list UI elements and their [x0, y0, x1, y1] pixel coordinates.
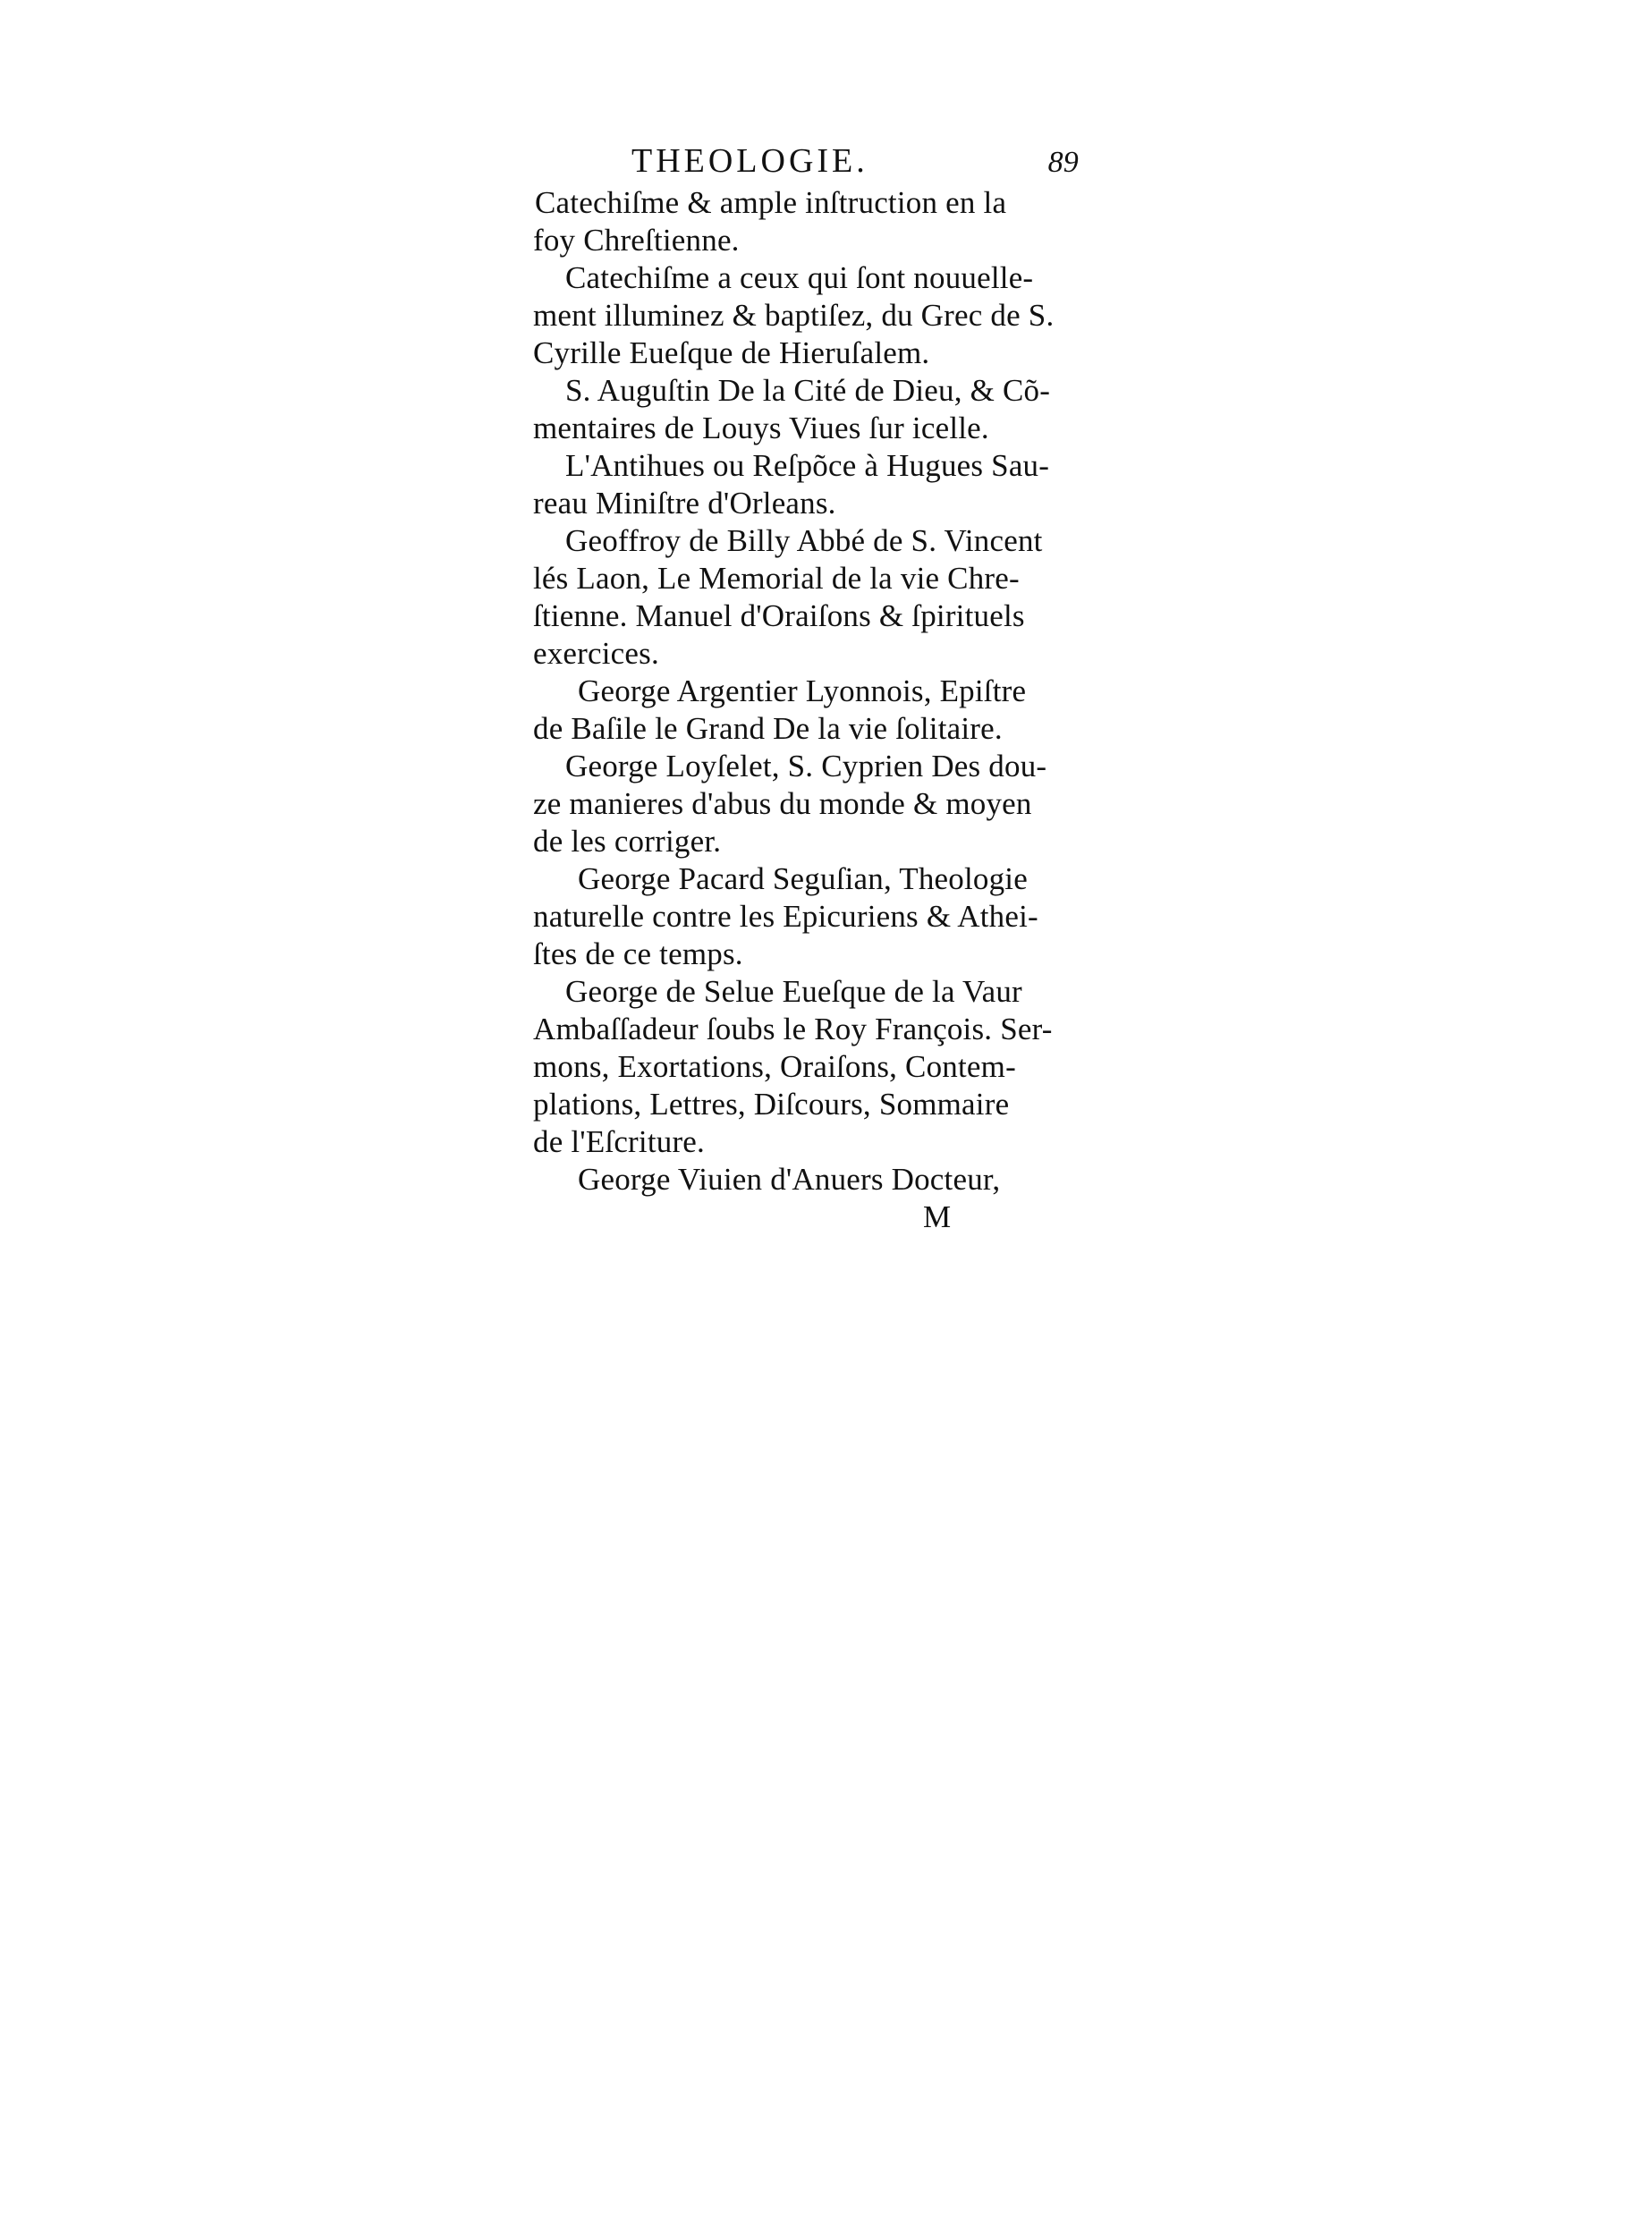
entry-line: de les corriger.	[533, 824, 722, 859]
entry-catechisme-cyrille	[533, 259, 1079, 372]
running-title: THEOLOGIE.	[631, 142, 868, 180]
entry-line: mons, Exortations, Oraiſons, Contem-	[533, 1049, 1016, 1084]
text-block	[533, 141, 1079, 1236]
entry-line: George Pacard Seguſian, Theologie	[578, 861, 1028, 896]
entry-line: ſtes de ce temps.	[533, 936, 743, 971]
entry-george-argentier	[533, 673, 1079, 748]
signature-line	[533, 1198, 1079, 1236]
entry-line: reau Miniſtre d'Orleans.	[533, 486, 836, 521]
entry-george-viuien	[533, 1161, 1079, 1198]
entry-geoffroy-billy	[533, 522, 1079, 673]
entry-line: plations, Lettres, Diſcours, Sommaire	[533, 1087, 1010, 1122]
entry-line: lés Laon, Le Memorial de la vie Chre-	[533, 561, 1020, 596]
entry-line: ze manieres d'abus du monde & moyen	[533, 786, 1032, 821]
entry-george-loyselet	[533, 748, 1079, 860]
entry-augustin	[533, 372, 1079, 447]
entry-line: Ambaſſadeur ſoubs le Roy François. Ser-	[533, 1012, 1053, 1046]
entry-line: foy Chreſtienne.	[533, 223, 740, 258]
entry-line: George Viuien d'Anuers Docteur,	[578, 1162, 1001, 1197]
entry-line: George de Selue Eueſque de la Vaur	[565, 974, 1022, 1009]
entry-line: Catechiſme & ample inſtruction en la	[535, 185, 1007, 220]
entry-line: exercices.	[533, 636, 659, 671]
entry-line: Cyrille Eueſque de Hieruſalem.	[533, 335, 930, 370]
entry-line: de l'Eſcriture.	[533, 1124, 705, 1159]
entry-george-selue	[533, 973, 1079, 1161]
entry-george-pacard	[533, 860, 1079, 973]
entry-line: S. Auguſtin De la Cité de Dieu, & Cõ-	[565, 373, 1051, 408]
entry-line: Catechiſme a ceux qui ſont nouuelle-	[565, 260, 1034, 295]
entry-catechisme-foy	[533, 184, 1079, 259]
entry-antihues	[533, 447, 1079, 522]
entry-line: ment illuminez & baptiſez, du Grec de S.	[533, 298, 1055, 333]
entry-line: George Argentier Lyonnois, Epiſtre	[578, 673, 1027, 708]
entry-line: mentaires de Louys Viues ſur icelle.	[533, 411, 989, 445]
signature-mark: M	[923, 1199, 952, 1234]
page-header	[533, 141, 1079, 182]
entry-line: ſtienne. Manuel d'Oraiſons & ſpirituels	[533, 598, 1025, 633]
entry-line: Geoffroy de Billy Abbé de S. Vincent	[565, 523, 1043, 558]
page-number: 89	[1047, 146, 1079, 179]
entry-line: George Loyſelet, S. Cyprien Des dou-	[565, 749, 1047, 783]
entry-line: naturelle contre les Epicuriens & Athei-	[533, 899, 1038, 934]
entry-line: de Baſile le Grand De la vie ſolitaire.	[533, 711, 1003, 746]
entry-line: L'Antihues ou Reſpõce à Hugues Sau-	[565, 448, 1050, 483]
